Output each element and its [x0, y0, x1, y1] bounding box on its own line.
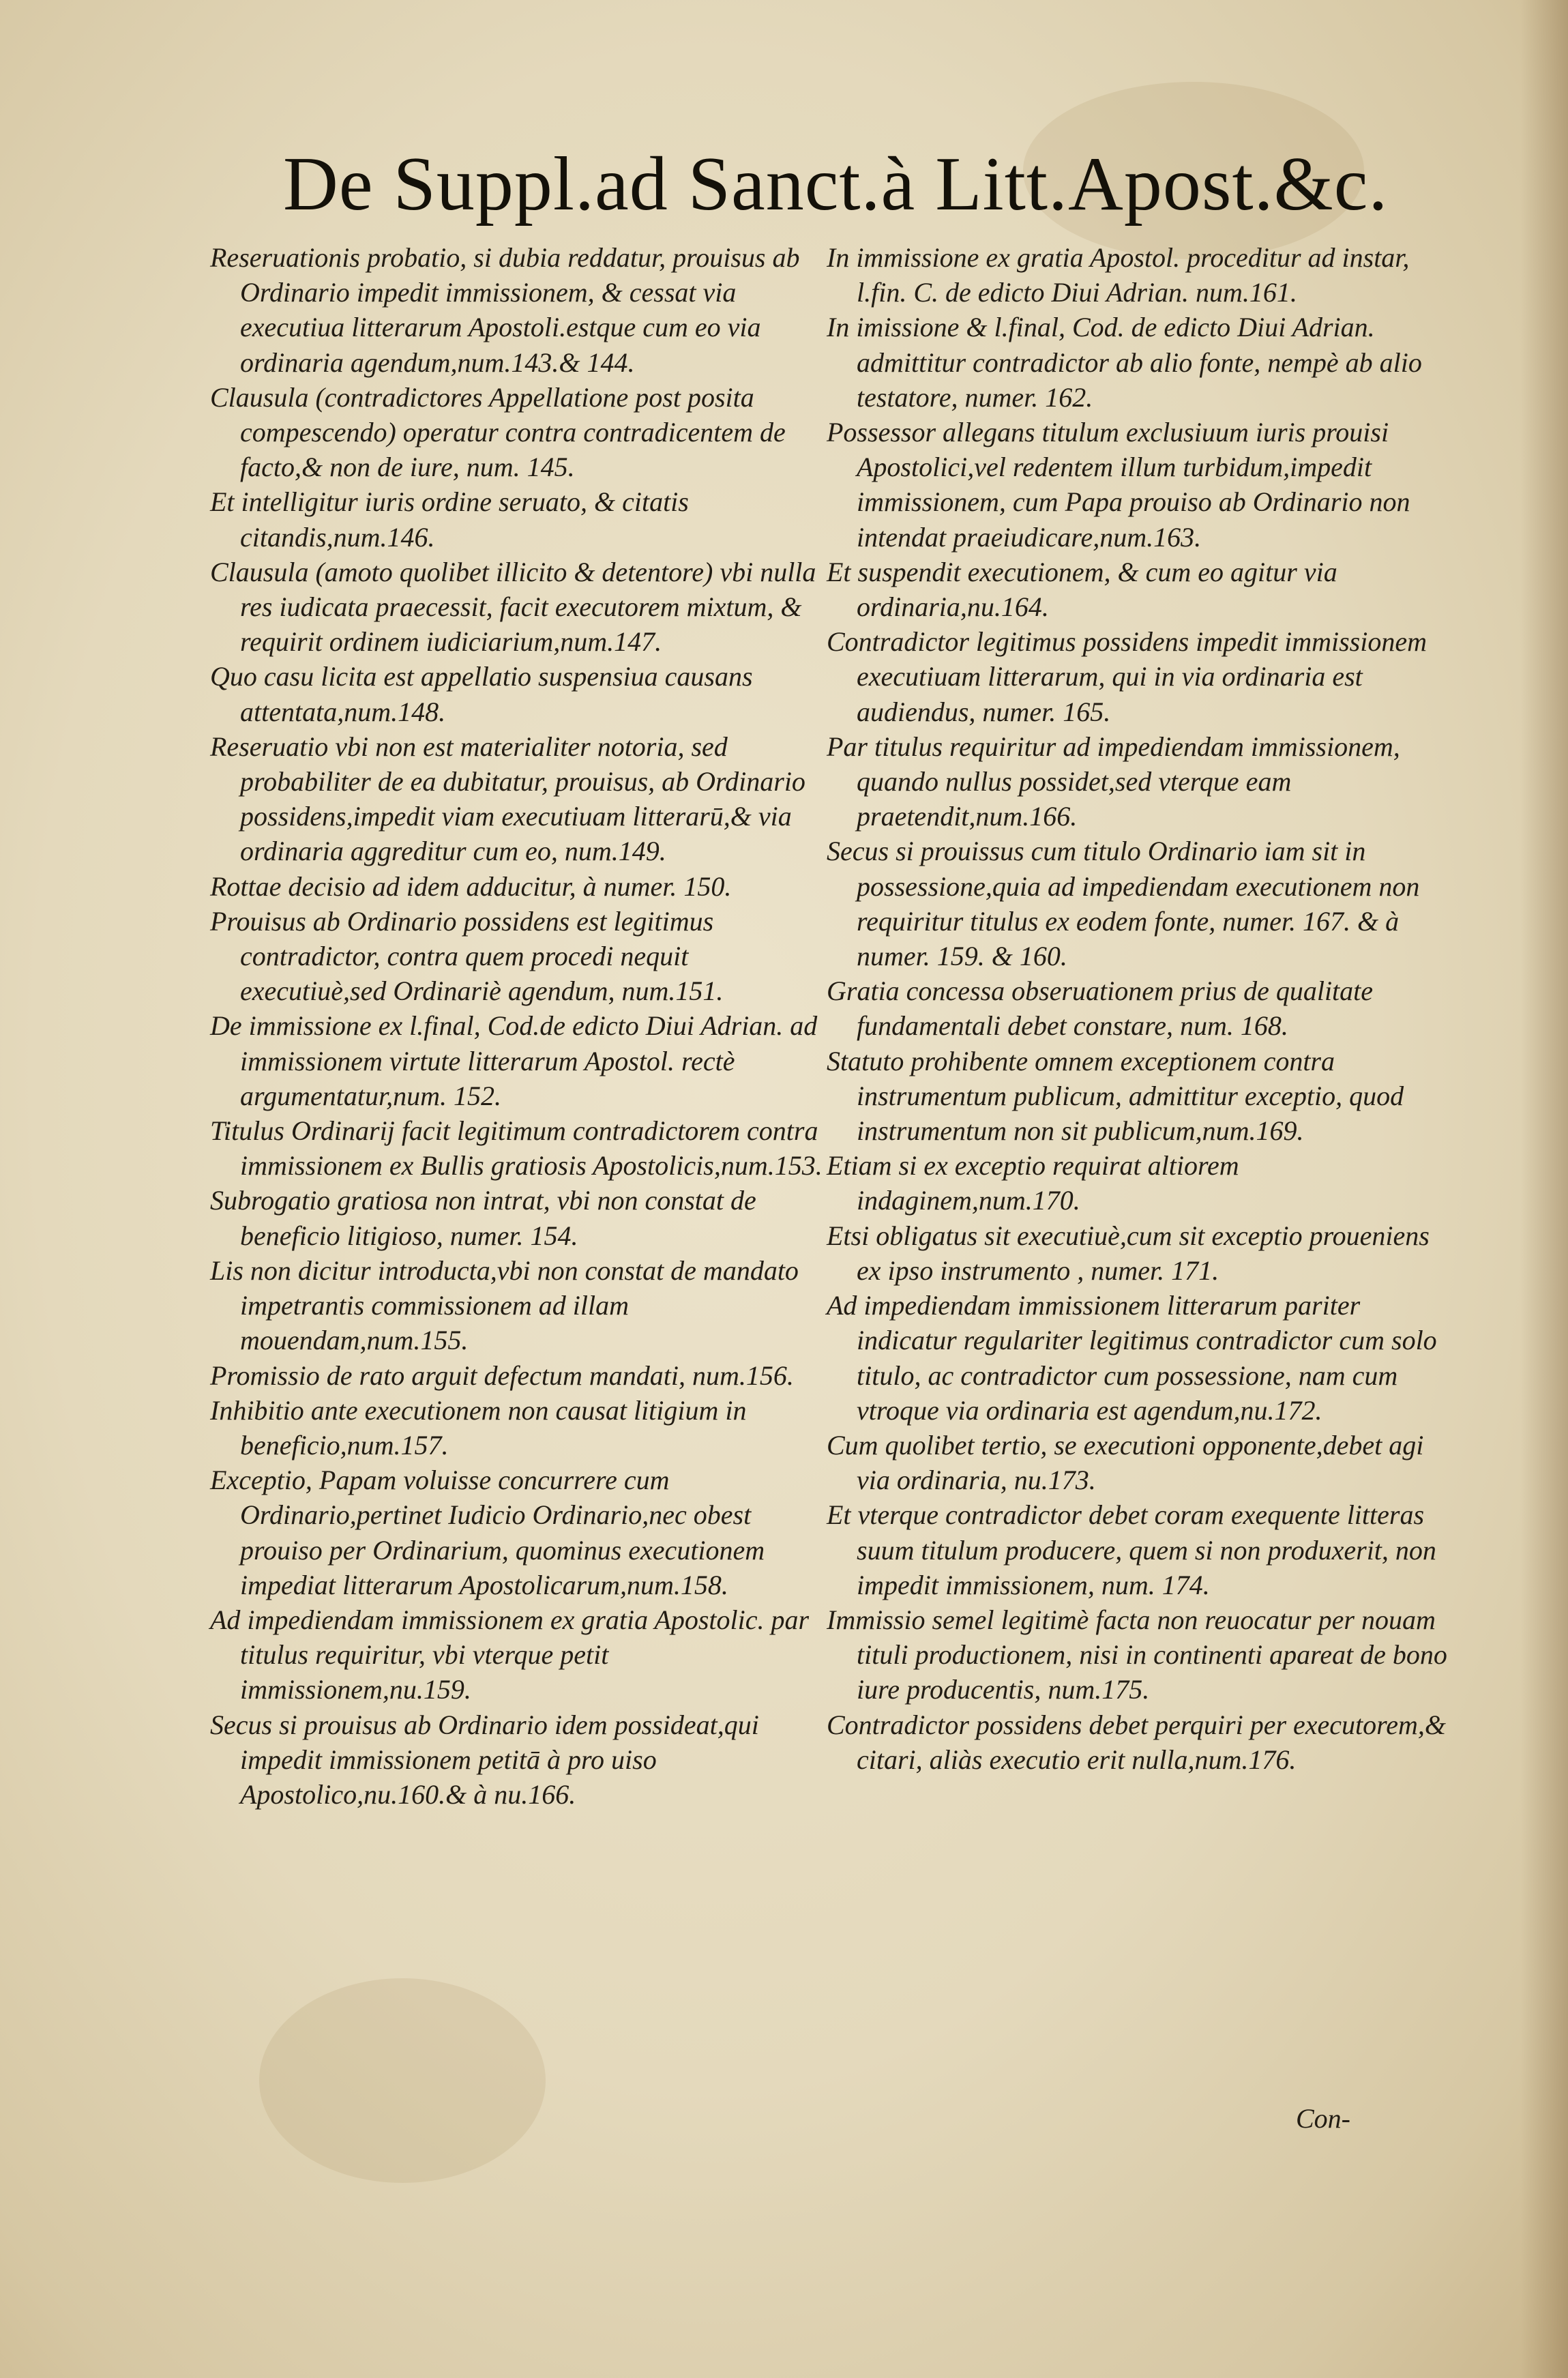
index-entry: De immissione ex l.final, Cod.de edicto Diui Adrian. ad immissionem virtute litterarum Apostol. rectè argumentatur,num. 152. — [210, 1010, 818, 1111]
page-edge-shadow — [1520, 0, 1568, 2378]
index-entry: Et intelligitur iuris ordine seruato, & citatis citandis,num.146. — [210, 486, 689, 553]
index-entry: Promissio de rato arguit defectum mandati, num.156. — [210, 1360, 794, 1391]
index-entry: In immissione ex gratia Apostol. proceditur ad instar, l.fin. C. de edicto Diui Adrian. num.161. — [827, 242, 1410, 308]
index-entry: Prouisus ab Ordinario possidens est legitimus contradictor, contra quem procedi nequit executiuè,sed Ordinariè agendum, num.151. — [210, 905, 724, 1007]
index-entry: In imissione & l.final, Cod. de edicto Diui Adrian. admittitur contradictor ab alio fonte, nempè ab alio testatore, numer. 162. — [827, 312, 1422, 413]
index-entry: Clausula (amoto quolibet illicito & detentore) vbi nulla res iudicata praecessit, facit executorem mixtum, & requirit ordinem iudiciarium,num.147. — [210, 556, 816, 658]
catchword: Con- — [1296, 2103, 1350, 2134]
index-entry: Cum quolibet tertio, se executioni opponente,debet agi via ordinaria, nu.173. — [827, 1429, 1424, 1496]
index-entry: Et suspendit executionem, & cum eo agitur via ordinaria,nu.164. — [827, 556, 1337, 623]
index-entry: Contradictor legitimus possidens impedit immissionem executiuam litterarum, qui in via ordinaria est audiendus, numer. 165. — [827, 626, 1427, 727]
index-entry: Etsi obligatus sit executiuè,cum sit exceptio proueniens ex ipso instrumento , numer. 171. — [827, 1220, 1430, 1286]
running-header: De Suppl.ad Sanct.à Litt.Apost.&c. — [283, 142, 1389, 226]
index-entry: Contradictor possidens debet perquiri per executorem,& citari, aliàs executio erit nulla,num.176. — [827, 1709, 1447, 1775]
index-entry: Titulus Ordinarij facit legitimum contradictorem contra immissionem ex Bullis gratiosis Apostolicis,num.153. — [210, 1115, 823, 1181]
index-entry: Et vterque contradictor debet coram exequente litteras suum titulum producere, quem si non produxerit, non impedit immissionem, num. 174. — [827, 1499, 1436, 1600]
index-entry: Reseruationis probatio, si dubia reddatur, prouisus ab Ordinario impedit immissionem, & cessat via executiua litterarum Apostoli.estque cum eo via ordinaria agendum,num.143.& 144. — [210, 242, 800, 378]
index-entry: Possessor allegans titulum exclusiuum iuris prouisi Apostolici,vel redentem illum turbidum,impedit immissionem, cum Papa prouiso ab Ordinario non intendat praeiudicare,num.163. — [827, 417, 1410, 553]
index-entry: Clausula (contradictores Appellatione post posita compescendo) operatur contra contradicentem de facto,& non de iure, num. 145. — [210, 381, 786, 483]
index-entry: Par titulus requiritur ad impediendam immissionem, quando nullus possidet,sed vterque eam praetendit,num.166. — [827, 731, 1400, 832]
index-entry: Ad impediendam immissionem litterarum pariter indicatur regulariter legitimus contradictor cum solo titulo, ac contradictor cum possessione, nam cum vtroque via ordinaria est agendum,nu.172. — [827, 1290, 1437, 1426]
index-entry: Exceptio, Papam voluisse concurrere cum Ordinario,pertinet Iudicio Ordinario,nec obest prouiso per Ordinarium, quominus executionem impediat litterarum Apostolicarum,num.158. — [210, 1465, 765, 1600]
index-entry: Lis non dicitur introducta,vbi non constat de mandato impetrantis commissionem ad illam mouendam,num.155. — [210, 1254, 799, 1356]
index-entry: Inhibitio ante executionem non causat litigium in beneficio,num.157. — [210, 1394, 747, 1460]
index-entry: Secus si prouissus cum titulo Ordinario iam sit in possessione,quia ad impediendam executionem non requiritur titulus ex eodem fonte, numer. 167. & à numer. 159. & 160. — [827, 836, 1420, 972]
index-column-left — [210, 240, 827, 1812]
index-entry: Etiam si ex exceptio requirat altiorem indaginem,num.170. — [827, 1150, 1239, 1216]
index-entry: Rottae decisio ad idem adducitur, à numer. 150. — [210, 870, 732, 902]
index-entry: Ad impediendam immissionem ex gratia Apostolic. par titulus requiritur, vbi vterque petit immissionem,nu.159. — [210, 1604, 810, 1705]
paper-stain — [259, 1978, 546, 2183]
index-entry: Statuto prohibente omnem exceptionem contra instrumentum publicum, admittitur exceptio, quod instrumentum non sit publicum,num.169. — [827, 1045, 1404, 1147]
index-entry: Reseruatio vbi non est materialiter notoria, sed probabiliter de ea dubitatur, prouisus, ab Ordinario possidens,impedit viam executiuam litterarū,& via ordinaria aggreditur cum eo, num.149. — [210, 731, 805, 867]
index-column-right — [827, 240, 1454, 1777]
index-entry: Subrogatio gratiosa non intrat, vbi non constat de beneficio litigioso, numer. 154. — [210, 1185, 756, 1251]
index-entry: Secus si prouisus ab Ordinario idem possideat,qui impedit immissionem petitā à pro uiso Apostolico,nu.160.& à nu.166. — [210, 1709, 759, 1810]
index-entry: Gratia concessa obseruationem prius de qualitate fundamentali debet constare, num. 168. — [827, 975, 1374, 1042]
index-entry: Quo casu licita est appellatio suspensiua causans attentata,num.148. — [210, 661, 753, 727]
index-entry: Immissio semel legitimè facta non reuocatur per nouam tituli productionem, nisi in continenti apareat de bono iure producentis, num.175. — [827, 1604, 1447, 1705]
